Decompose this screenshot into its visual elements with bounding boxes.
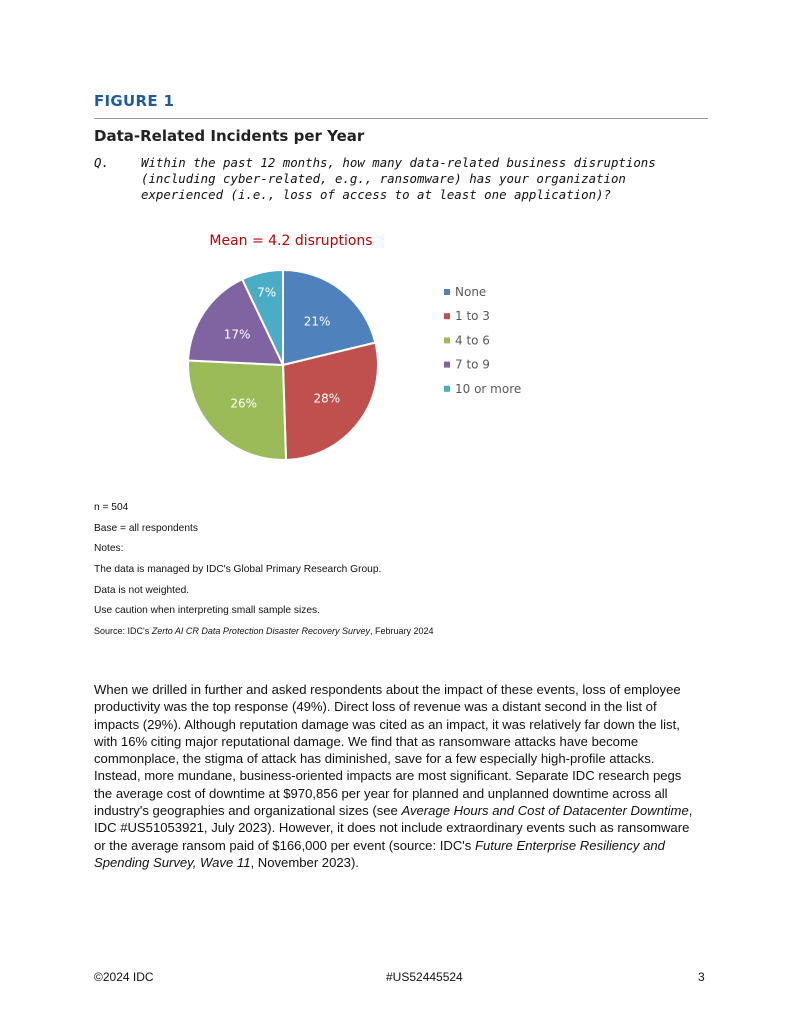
note-line-1: The data is managed by IDC's Global Primary Research Group. <box>94 564 382 576</box>
source-note <box>94 626 434 647</box>
base-note: Base = all respondents <box>94 522 198 534</box>
question-text: Within the past 12 months, how many data-related business disruptions (including cyber-related, e.g., ransomware) has your organization experienced (i.e., loss of access to at least one application)? <box>141 155 656 202</box>
slice-label-0: 21% <box>303 314 331 329</box>
legend-label-3: 7 to 9 <box>455 357 490 372</box>
slice-label-1: 28% <box>313 391 341 406</box>
notes-block <box>94 502 434 647</box>
legend-swatch-2 <box>444 337 450 343</box>
source-prefix: Source: IDC's <box>94 626 152 637</box>
footer-page-number: 3 <box>698 970 705 984</box>
legend-label-1: 1 to 3 <box>455 309 490 324</box>
legend-swatch-0 <box>444 289 450 295</box>
legend-swatch-1 <box>444 313 450 319</box>
slice-label-2: 26% <box>230 396 258 411</box>
footer-doc-id: #US52445524 <box>386 970 463 984</box>
slice-label-4: 7% <box>257 285 277 300</box>
footer-copyright: ©2024 IDC <box>94 970 154 984</box>
legend-swatch-4 <box>444 386 450 392</box>
body-paragraph <box>94 681 694 871</box>
slice-label-3: 17% <box>223 327 251 342</box>
body-text-3: , November 2023). <box>250 854 359 870</box>
note-line-3: Use caution when interpreting small sample sizes. <box>94 605 320 617</box>
body-text-1: When we drilled in further and asked respondents about the impact of these events, loss of employee productivity was the top response (49%). Direct loss of revenue was a distant second in the list of impacts (29%). Although reputation damage was cited as an impact, it was relatively far down the list, with 16% citing major reputational damage. We find that as ransomware attacks have become commonplace, the stigma of attack has diminished, save for a few especially high-profile attacks. Instead, more mundane, business-oriented impacts are most significant. Separate IDC research pegs the average cost of downtime at $970,856 per year for planned and unplanned downtime across all industry's geographies and organizational sizes (see <box>94 682 682 819</box>
legend-swatch-3 <box>444 362 450 368</box>
legend-label-4: 10 or more <box>455 381 522 396</box>
body-text-2: , IDC #US51053921, July 2023). However, it does not include extraordinary events such as ransomware or the average ransom paid of $166,000 per event (source: IDC's <box>94 803 693 853</box>
figure-label: FIGURE 1 <box>94 92 175 110</box>
source-suffix: , February 2024 <box>370 626 434 637</box>
body-ref-2: Future Enterprise Resiliency and Spending Survey, Wave 11 <box>94 837 665 870</box>
legend-label-0: None <box>455 285 487 299</box>
notes-label: Notes: <box>94 543 124 555</box>
legend-label-2: 4 to 6 <box>455 333 490 348</box>
source-title: Zerto AI CR Data Protection Disaster Recovery Survey <box>151 626 370 637</box>
note-line-2: Data is not weighted. <box>94 584 190 596</box>
pie-chart <box>0 0 800 480</box>
body-ref-1: Average Hours and Cost of Datacenter Downtime <box>401 803 689 819</box>
chart-title: Mean = 4.2 disruptions <box>209 233 373 249</box>
sample-size: n = 504 <box>94 502 129 513</box>
question-label: Q. <box>94 155 109 170</box>
figure-title: Data-Related Incidents per Year <box>94 127 365 145</box>
